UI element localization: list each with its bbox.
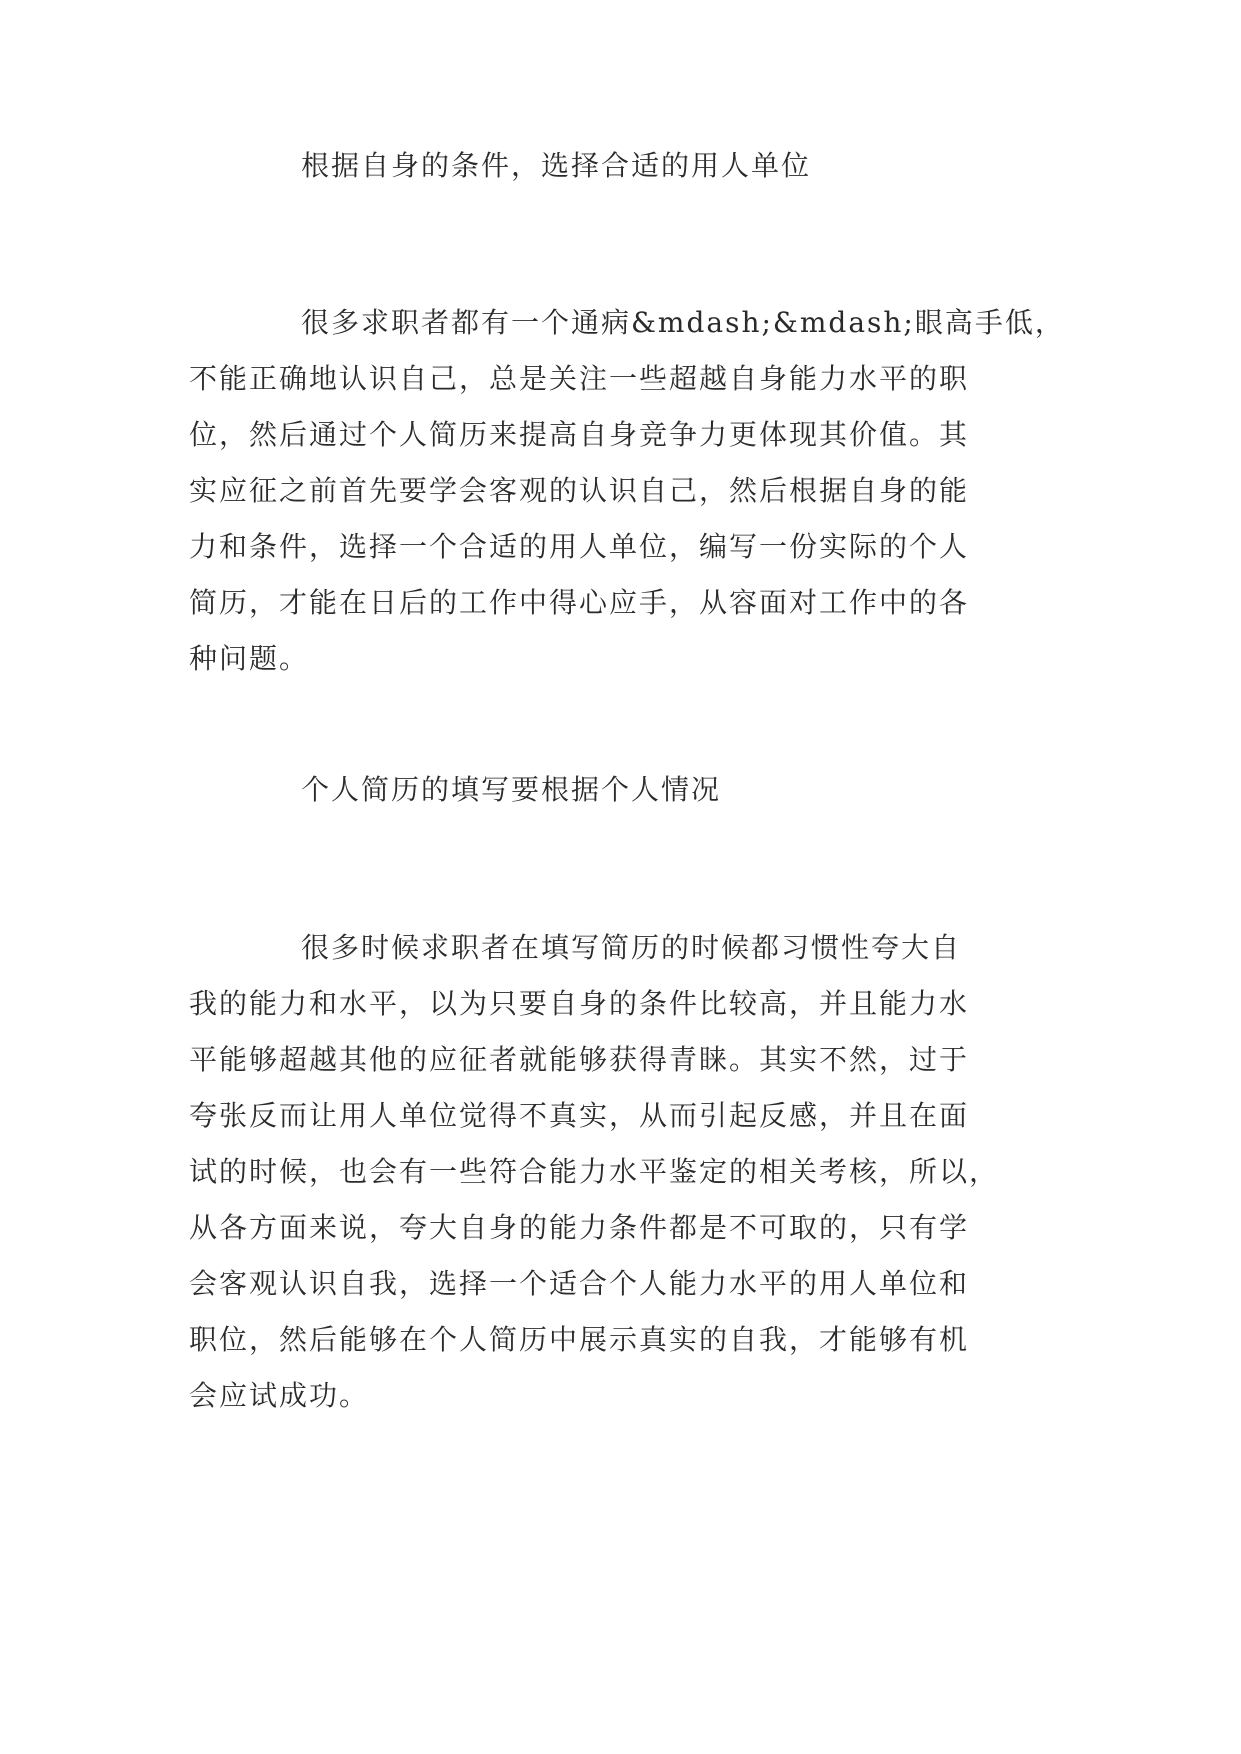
paragraph-line: 种问题。 [189,642,310,675]
paragraph-line: 会应试成功。 [189,1379,370,1412]
paragraph-line: 会客观认识自我，选择一个适合个人能力水平的用人单位和 [189,1267,970,1300]
paragraph-line: 力和条件，选择一个合适的用人单位，编写一份实际的个人 [189,530,970,563]
paragraph-line: 试的时候，也会有一些符合能力水平鉴定的相关考核，所以， [189,1155,1000,1188]
paragraph-line: 很多求职者都有一个通病&mdash;&mdash;眼高手低， [301,306,1065,339]
section-paragraph-2 [189,920,1049,1424]
section-heading-2: 个人简历的填写要根据个人情况 [301,773,722,806]
paragraph-line: 我的能力和水平，以为只要自身的条件比较高，并且能力水 [189,987,970,1020]
section-heading-1: 根据自身的条件，选择合适的用人单位 [301,149,812,182]
paragraph-line: 夸张反而让用人单位觉得不真实，从而引起反感，并且在面 [189,1099,970,1132]
paragraph-line: 实应征之前首先要学会客观的认识自己，然后根据自身的能 [189,474,970,507]
section-paragraph-1 [189,295,1065,687]
paragraph-line: 平能够超越其他的应征者就能够获得青睐。其实不然，过于 [189,1043,970,1076]
paragraph-line: 职位，然后能够在个人简历中展示真实的自我，才能够有机 [189,1323,970,1356]
paragraph-line: 从各方面来说，夸大自身的能力条件都是不可取的，只有学 [189,1211,970,1244]
paragraph-line: 简历，才能在日后的工作中得心应手，从容面对工作中的各 [189,586,970,619]
paragraph-line: 不能正确地认识自己，总是关注一些超越自身能力水平的职 [189,362,970,395]
paragraph-line: 位，然后通过个人简历来提高自身竞争力更体现其价值。其 [189,418,970,451]
paragraph-line: 很多时候求职者在填写简历的时候都习惯性夸大自 [301,931,962,964]
